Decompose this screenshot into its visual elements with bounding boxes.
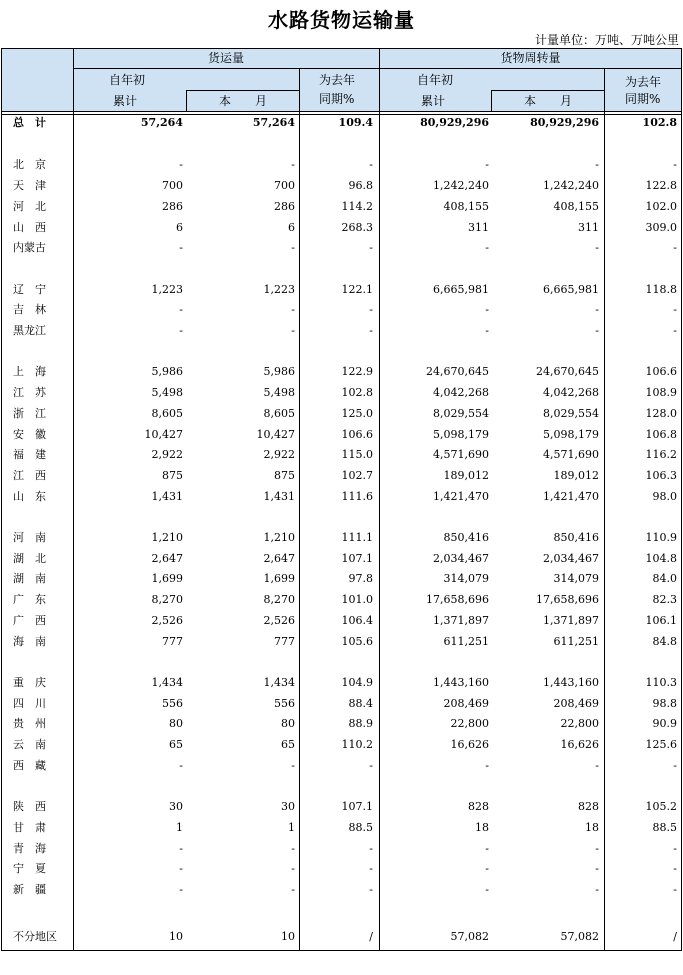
table-row <box>1 155 682 175</box>
cell-turnover-yoy: - <box>673 841 677 855</box>
cell-turnover-this-month: 8,029,554 <box>543 406 599 420</box>
cell-cumulative: 65 <box>169 738 183 751</box>
table-row <box>1 569 682 589</box>
cell-yoy: - <box>369 758 373 772</box>
region-name: 重 庆 <box>13 675 46 689</box>
spacer-row <box>1 652 682 672</box>
region-name: 云 南 <box>13 738 46 751</box>
cell-turnover-yoy: 102.0 <box>645 199 677 213</box>
cell-yoy: 111.1 <box>341 531 373 544</box>
cell-cumulative: - <box>179 758 183 772</box>
region-name: 江 西 <box>13 468 46 482</box>
cell-turnover-cumulative: - <box>485 303 489 317</box>
region-name: 湖 南 <box>13 572 46 586</box>
cell-turnover-this-month: 5,098,179 <box>543 427 599 441</box>
cell-turnover-this-month: 1,421,470 <box>543 489 599 503</box>
table-row <box>1 362 682 382</box>
header-this-month: 本 月 <box>218 94 267 108</box>
cell-yoy: 114.2 <box>341 199 373 213</box>
cell-this-month: 8,270 <box>263 593 295 607</box>
table-row <box>1 839 682 859</box>
cell-this-month: - <box>291 324 295 337</box>
header-ytd-top: 自年初 <box>109 73 146 87</box>
region-name: 江 苏 <box>13 386 46 400</box>
table-row <box>1 487 682 507</box>
cell-yoy: 107.1 <box>341 551 373 565</box>
region-name: 四 川 <box>13 696 46 710</box>
cell-yoy: 268.3 <box>341 220 373 234</box>
table-row <box>1 238 682 258</box>
cell-cumulative: 30 <box>169 800 183 814</box>
cell-turnover-this-month: 189,012 <box>553 468 599 482</box>
cell-turnover-cumulative: 4,571,690 <box>433 448 489 462</box>
region-name: 上 海 <box>13 365 46 379</box>
cell-turnover-cumulative: 314,079 <box>443 572 489 586</box>
region-name: 山 西 <box>13 220 46 234</box>
cell-cumulative: 1,699 <box>151 572 183 586</box>
region-name: 河 南 <box>13 531 46 544</box>
cell-cumulative: 6 <box>176 220 183 234</box>
cell-turnover-cumulative: 1,242,240 <box>433 179 489 193</box>
cell-turnover-this-month: 57,082 <box>560 930 599 944</box>
cell-yoy: 122.1 <box>341 282 373 296</box>
cell-turnover-cumulative: 611,251 <box>443 634 489 648</box>
region-name: 陕 西 <box>13 800 46 814</box>
cell-yoy: 106.6 <box>341 427 373 441</box>
region-name: 山 东 <box>13 489 46 503</box>
rule-sub-ytd-2 <box>491 90 604 91</box>
cell-turnover-cumulative: 16,626 <box>450 738 489 751</box>
cell-turnover-yoy: 84.8 <box>652 634 677 648</box>
region-name: 安 徽 <box>13 427 46 441</box>
cell-this-month: 10 <box>281 930 295 944</box>
cell-yoy: 88.5 <box>348 820 373 834</box>
cell-turnover-yoy: 116.2 <box>645 448 677 462</box>
cell-turnover-this-month: 80,929,296 <box>530 116 599 129</box>
region-name: 海 南 <box>13 634 46 648</box>
cell-turnover-this-month: 311 <box>578 220 599 234</box>
header-turnover-this-month: 本 月 <box>523 94 572 108</box>
cell-cumulative: 286 <box>162 199 183 213</box>
rule-bottom <box>1 950 682 951</box>
cell-yoy: 115.0 <box>341 448 373 462</box>
region-name: 青 海 <box>13 841 46 855</box>
spacer-row <box>1 901 682 921</box>
region-name: 西 藏 <box>13 758 46 772</box>
spacer-row <box>1 259 682 279</box>
cell-turnover-this-month: 1,371,897 <box>543 613 599 627</box>
table-row <box>1 818 682 838</box>
cell-turnover-yoy: 88.5 <box>652 820 677 834</box>
cell-turnover-this-month: - <box>595 303 599 317</box>
cell-yoy: - <box>369 324 373 337</box>
cell-turnover-yoy: 82.3 <box>652 593 677 607</box>
table-row <box>1 927 682 947</box>
cell-this-month: - <box>291 841 295 855</box>
cell-turnover-cumulative: 850,416 <box>443 531 489 544</box>
cell-cumulative: 1,223 <box>151 282 183 296</box>
cell-turnover-this-month: - <box>595 158 599 172</box>
cell-yoy: - <box>369 241 373 255</box>
cell-yoy: - <box>369 303 373 317</box>
cell-turnover-yoy: 108.9 <box>645 386 677 400</box>
cell-cumulative: 5,986 <box>151 365 183 379</box>
cell-turnover-yoy: - <box>673 862 677 876</box>
table-header <box>1 48 682 112</box>
cell-turnover-cumulative: 80,929,296 <box>420 116 489 129</box>
spacer-row <box>1 342 682 362</box>
cell-turnover-cumulative: 311 <box>468 220 489 234</box>
region-name: 湖 北 <box>13 551 46 565</box>
cell-this-month: 1 <box>288 820 295 834</box>
cell-this-month: - <box>291 758 295 772</box>
cell-turnover-yoy: 110.9 <box>645 531 677 544</box>
cell-turnover-this-month: 1,242,240 <box>543 179 599 193</box>
table-row <box>1 590 682 610</box>
region-name: 不分地区 <box>13 930 57 944</box>
cell-turnover-this-month: - <box>595 324 599 337</box>
cell-this-month: 5,986 <box>263 365 295 379</box>
cell-yoy: 125.0 <box>341 406 373 420</box>
cell-cumulative: 5,498 <box>151 386 183 400</box>
header-turnover: 货物周转量 <box>500 51 561 65</box>
cell-this-month: 875 <box>274 468 295 482</box>
cell-turnover-cumulative: - <box>485 882 489 896</box>
cell-turnover-this-month: 2,034,467 <box>543 551 599 565</box>
cell-turnover-cumulative: 8,029,554 <box>433 406 489 420</box>
cell-turnover-cumulative: 18 <box>475 820 489 834</box>
cell-yoy: - <box>369 862 373 876</box>
cell-turnover-yoy: 84.0 <box>652 572 677 586</box>
header-turnover-ytd-bottom: 累计 <box>421 94 446 108</box>
cell-turnover-yoy: 106.3 <box>645 468 677 482</box>
cell-turnover-yoy: 106.8 <box>645 427 677 441</box>
header-cargo-volume: 货运量 <box>207 51 244 65</box>
header-turnover-ytd-top: 自年初 <box>417 73 454 87</box>
table-row <box>1 383 682 403</box>
cell-this-month: 1,699 <box>263 572 295 586</box>
cell-turnover-cumulative: - <box>485 862 489 876</box>
cell-cumulative: 1 <box>176 820 183 834</box>
cell-this-month: 700 <box>274 179 295 193</box>
cell-cumulative: - <box>179 324 183 337</box>
cell-yoy: 106.4 <box>341 613 373 627</box>
spacer-row <box>1 776 682 796</box>
cell-this-month: - <box>291 241 295 255</box>
cell-yoy: 104.9 <box>341 675 373 689</box>
table-row <box>1 735 682 755</box>
cell-cumulative: 2,647 <box>151 551 183 565</box>
cell-this-month: 30 <box>281 800 295 814</box>
cell-turnover-this-month: 208,469 <box>553 696 599 710</box>
cell-cumulative: 80 <box>169 717 183 731</box>
cell-yoy: / <box>369 930 373 944</box>
region-name: 河 北 <box>13 199 46 213</box>
cell-cumulative: - <box>179 862 183 876</box>
cell-cumulative: - <box>179 841 183 855</box>
rule-sub-ytd <box>186 90 299 91</box>
table-row <box>1 445 682 465</box>
cell-turnover-yoy: 122.8 <box>645 179 677 193</box>
cell-turnover-cumulative: 5,098,179 <box>433 427 489 441</box>
region-name: 新 疆 <box>13 882 46 896</box>
cell-cumulative: 57,264 <box>140 116 183 129</box>
cell-cumulative: 8,605 <box>151 406 183 420</box>
cell-turnover-yoy: - <box>673 303 677 317</box>
cell-this-month: - <box>291 862 295 876</box>
table-row <box>1 176 682 196</box>
cell-turnover-this-month: - <box>595 758 599 772</box>
cell-turnover-this-month: 24,670,645 <box>536 365 599 379</box>
cell-this-month: 8,605 <box>263 406 295 420</box>
cell-turnover-cumulative: 208,469 <box>443 696 489 710</box>
cell-yoy: - <box>369 882 373 896</box>
cell-turnover-this-month: 1,443,160 <box>543 675 599 689</box>
cell-this-month: 1,223 <box>263 282 295 296</box>
unit-label: 计量单位：万吨、万吨公里 <box>534 33 679 47</box>
cell-yoy: 107.1 <box>341 800 373 814</box>
cell-turnover-cumulative: 1,421,470 <box>433 489 489 503</box>
cell-turnover-cumulative: - <box>485 324 489 337</box>
cell-turnover-cumulative: 6,665,981 <box>433 282 489 296</box>
region-name: 甘 肃 <box>13 820 46 834</box>
header-turnover-yoy-bottom: 同期% <box>625 92 661 106</box>
table-row <box>1 714 682 734</box>
cell-yoy: 88.4 <box>348 696 373 710</box>
table-row <box>1 280 682 300</box>
table-row <box>1 528 682 548</box>
cell-turnover-this-month: 611,251 <box>553 634 599 648</box>
cell-cumulative: - <box>179 241 183 255</box>
table-row <box>1 694 682 714</box>
cell-yoy: 102.8 <box>341 386 373 400</box>
cell-cumulative: - <box>179 882 183 896</box>
cell-cumulative: 2,922 <box>151 448 183 462</box>
cell-cumulative: - <box>179 303 183 317</box>
cell-turnover-cumulative: 1,371,897 <box>433 613 489 627</box>
cell-turnover-cumulative: - <box>485 158 489 172</box>
table-row <box>1 673 682 693</box>
cell-this-month: - <box>291 303 295 317</box>
cell-yoy: 101.0 <box>341 593 373 607</box>
region-name: 贵 州 <box>13 717 46 731</box>
cell-turnover-this-month: - <box>595 841 599 855</box>
cell-cumulative: 700 <box>162 179 183 193</box>
table-row <box>1 611 682 631</box>
cell-cumulative: - <box>179 158 183 172</box>
table-row <box>1 218 682 238</box>
col-line-5 <box>491 90 492 112</box>
cell-turnover-cumulative: 22,800 <box>450 717 489 731</box>
cell-this-month: 777 <box>274 634 295 648</box>
rule-header-bottom <box>1 111 682 112</box>
cell-turnover-cumulative: 408,155 <box>443 199 489 213</box>
cell-this-month: 6 <box>288 220 295 234</box>
cell-turnover-this-month: - <box>595 862 599 876</box>
data-table <box>1 48 682 951</box>
cell-this-month: 80 <box>281 717 295 731</box>
col-line-2 <box>186 90 187 112</box>
cell-this-month: - <box>291 882 295 896</box>
cell-this-month: 10,427 <box>256 427 295 441</box>
table-row <box>1 425 682 445</box>
table-row <box>1 632 682 652</box>
rule-header-mid <box>73 68 682 69</box>
cell-turnover-this-month: 314,079 <box>553 572 599 586</box>
spacer-row <box>1 507 682 527</box>
cell-turnover-this-month: 828 <box>578 800 599 814</box>
cell-turnover-this-month: 22,800 <box>560 717 599 731</box>
cell-turnover-yoy: - <box>673 158 677 172</box>
cell-turnover-cumulative: - <box>485 841 489 855</box>
cell-turnover-yoy: - <box>673 241 677 255</box>
cell-turnover-this-month: 4,042,268 <box>543 386 599 400</box>
cell-yoy: 97.8 <box>348 572 373 586</box>
rule-top <box>1 48 682 49</box>
cell-yoy: - <box>369 158 373 172</box>
cell-cumulative: 1,434 <box>151 675 183 689</box>
cell-yoy: 88.9 <box>348 717 373 731</box>
cell-turnover-yoy: 98.0 <box>652 489 677 503</box>
cell-this-month: 2,922 <box>263 448 295 462</box>
cell-cumulative: 10 <box>169 930 183 944</box>
cell-turnover-yoy: 118.8 <box>645 282 677 296</box>
cell-turnover-yoy: 125.6 <box>645 738 677 751</box>
cell-cumulative: 2,526 <box>151 613 183 627</box>
cell-cumulative: 1,210 <box>151 531 183 544</box>
cell-this-month: - <box>291 158 295 172</box>
cell-yoy: 96.8 <box>348 179 373 193</box>
table-row <box>1 404 682 424</box>
cell-cumulative: 10,427 <box>144 427 183 441</box>
region-name: 吉 林 <box>13 303 46 317</box>
cell-yoy: - <box>369 841 373 855</box>
table-row <box>1 113 682 133</box>
cell-turnover-yoy: 102.8 <box>642 116 677 129</box>
region-name: 宁 夏 <box>13 862 46 876</box>
cell-turnover-this-month: 850,416 <box>553 531 599 544</box>
cell-turnover-this-month: 408,155 <box>553 199 599 213</box>
region-name: 辽 宁 <box>13 282 46 296</box>
table-row <box>1 880 682 900</box>
table-row <box>1 197 682 217</box>
cell-turnover-this-month: - <box>595 882 599 896</box>
cell-this-month: 2,647 <box>263 551 295 565</box>
table-row <box>1 797 682 817</box>
cell-turnover-yoy: 105.2 <box>645 800 677 814</box>
cell-turnover-this-month: - <box>595 241 599 255</box>
cell-yoy: 122.9 <box>341 365 373 379</box>
header-ytd-bottom: 累计 <box>113 94 138 108</box>
region-name: 北 京 <box>13 158 46 172</box>
cell-turnover-cumulative: 17,658,696 <box>426 593 489 607</box>
cell-yoy: 105.6 <box>341 634 373 648</box>
cell-this-month: 286 <box>274 199 295 213</box>
cell-turnover-yoy: - <box>673 324 677 337</box>
cell-turnover-yoy: 98.8 <box>652 696 677 710</box>
region-name: 福 建 <box>13 448 46 462</box>
header-yoy-top: 为去年 <box>319 73 356 87</box>
region-name: 黑龙江 <box>13 324 46 337</box>
cell-turnover-cumulative: 4,042,268 <box>433 386 489 400</box>
cell-turnover-cumulative: - <box>485 758 489 772</box>
table-row <box>1 549 682 569</box>
region-name: 总 计 <box>13 116 46 129</box>
cell-turnover-yoy: - <box>673 758 677 772</box>
cell-turnover-cumulative: 24,670,645 <box>426 365 489 379</box>
table-row <box>1 300 682 320</box>
region-name: 广 东 <box>13 593 46 607</box>
cell-turnover-this-month: 16,626 <box>560 738 599 751</box>
region-name: 天 津 <box>13 179 46 193</box>
cell-this-month: 2,526 <box>263 613 295 627</box>
cell-this-month: 1,210 <box>263 531 295 544</box>
spacer-row <box>1 135 682 155</box>
cell-turnover-cumulative: 1,443,160 <box>433 675 489 689</box>
cell-turnover-yoy: 128.0 <box>645 406 677 420</box>
cell-turnover-yoy: / <box>673 930 677 944</box>
cell-turnover-yoy: 309.0 <box>645 220 677 234</box>
cell-this-month: 57,264 <box>252 116 295 129</box>
header-yoy-bottom: 同期% <box>319 92 355 106</box>
cell-turnover-yoy: 106.1 <box>645 613 677 627</box>
cell-turnover-cumulative: - <box>485 241 489 255</box>
cell-yoy: 102.7 <box>341 468 373 482</box>
cell-this-month: 1,431 <box>263 489 295 503</box>
cell-turnover-yoy: 104.8 <box>645 551 677 565</box>
table-row <box>1 466 682 486</box>
cell-yoy: 110.2 <box>341 738 373 751</box>
cell-turnover-cumulative: 828 <box>468 800 489 814</box>
cell-this-month: 5,498 <box>263 386 295 400</box>
cell-turnover-this-month: 4,571,690 <box>543 448 599 462</box>
region-name: 浙 江 <box>13 406 46 420</box>
table-row <box>1 859 682 879</box>
table-row <box>1 756 682 776</box>
cell-turnover-cumulative: 189,012 <box>443 468 489 482</box>
cell-cumulative: 556 <box>162 696 183 710</box>
cell-turnover-yoy: - <box>673 882 677 896</box>
cell-cumulative: 777 <box>162 634 183 648</box>
cell-turnover-yoy: 90.9 <box>652 717 677 731</box>
cell-turnover-cumulative: 2,034,467 <box>433 551 489 565</box>
region-name: 广 西 <box>13 613 46 627</box>
cell-yoy: 111.6 <box>341 489 373 503</box>
cell-this-month: 556 <box>274 696 295 710</box>
cell-cumulative: 1,431 <box>151 489 183 503</box>
cell-cumulative: 875 <box>162 468 183 482</box>
page-title: 水路货物运输量 <box>268 8 415 32</box>
header-turnover-yoy-top: 为去年 <box>625 75 662 89</box>
cell-turnover-yoy: 110.3 <box>645 675 677 689</box>
cell-turnover-cumulative: 57,082 <box>450 930 489 944</box>
table-row <box>1 321 682 341</box>
cell-turnover-this-month: 17,658,696 <box>536 593 599 607</box>
cell-turnover-this-month: 6,665,981 <box>543 282 599 296</box>
cell-turnover-yoy: 106.6 <box>645 365 677 379</box>
cell-turnover-this-month: 18 <box>585 820 599 834</box>
cell-cumulative: 8,270 <box>151 593 183 607</box>
cell-yoy: 109.4 <box>338 116 373 129</box>
cell-this-month: 1,434 <box>263 675 295 689</box>
region-name: 内蒙古 <box>13 241 46 255</box>
cell-this-month: 65 <box>281 738 295 751</box>
